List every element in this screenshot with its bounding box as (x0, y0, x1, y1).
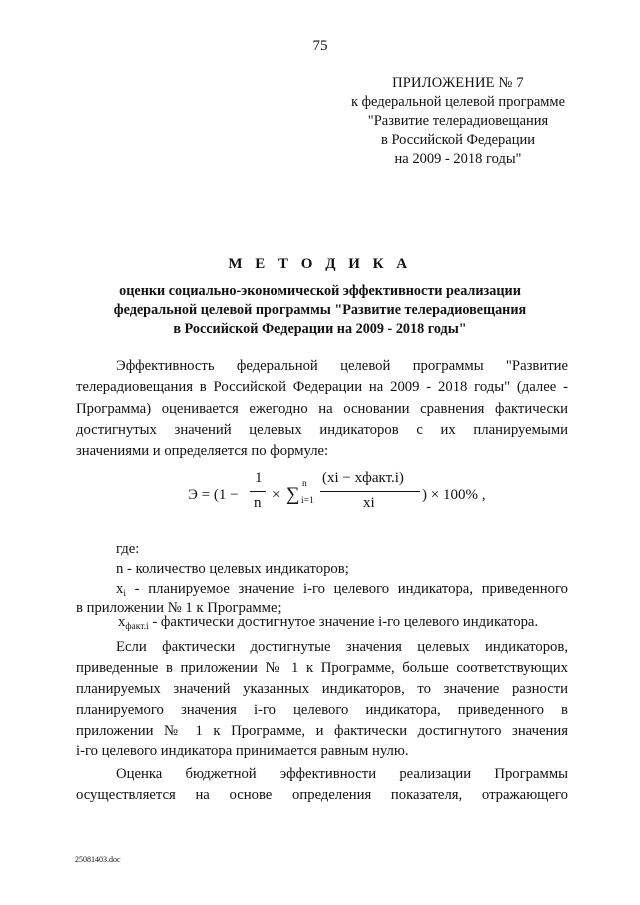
formula-times: × (272, 487, 281, 503)
definition-xfact (118, 614, 538, 632)
document-title: М Е Т О Д И К А (228, 256, 412, 272)
where-label: где: (116, 541, 140, 557)
definition-x-text: - планируемое значение i-го целевого индикатора, приведенного (125, 581, 568, 597)
intro-line: телерадиовещания в Российской Федерации на 2009 - 2018 годы" (далее - (76, 379, 568, 395)
file-name-footer: 25081403.doc (75, 855, 121, 864)
paragraph3-line: Оценка бюджетной эффективности реализации Программы (116, 766, 568, 782)
intro-line: достигнутых значений целевых индикаторов с их планируемыми (76, 422, 568, 438)
paragraph2-line: приложении № 1 к Программе, и фактически достигнутого значения (76, 723, 568, 739)
document-subtitle (60, 282, 580, 339)
paragraph2-line: приведенные в приложении № 1 к Программе, больше соответствующих (76, 660, 568, 676)
intro-line: значениями и определяется по формуле: (76, 443, 329, 459)
subtitle-line: оценки социально-экономической эффективности реализации (119, 283, 521, 299)
paragraph2-line: планируемых значений указанных индикаторов, то значение разности (76, 681, 568, 697)
definition-x-continuation: в приложении № 1 к Программе; (76, 600, 282, 616)
appendix-line: к федеральной целевой программе (350, 94, 566, 110)
appendix-title: ПРИЛОЖЕНИЕ № 7 (392, 75, 524, 91)
sum-symbol: ∑ (286, 484, 300, 505)
subtitle-line: федеральной целевой программы "Развитие телерадиовещания (113, 302, 527, 318)
formula-lhs: Э = (1 − (188, 487, 239, 503)
definition-n: n - количество целевых индикаторов; (116, 561, 349, 577)
fraction-bar (320, 491, 420, 492)
sum-upper-limit: n (302, 479, 307, 489)
paragraph2-line: i-го целевого индикатора принимается равным нулю. (76, 743, 409, 759)
formula-frac2-denominator: xi (363, 495, 375, 511)
sum-lower-limit: i=1 (301, 496, 314, 506)
appendix-line: в Российской Федерации (380, 132, 536, 148)
xfact-subscript: факт.i (125, 622, 149, 632)
intro-line: Программа) оценивается ежегодно на основании сравнения фактически (76, 401, 568, 417)
page-number: 75 (312, 38, 328, 54)
x-subscript: i (123, 589, 126, 599)
fraction-bar (250, 491, 266, 492)
appendix-line: "Развитие телерадиовещания (367, 113, 549, 129)
formula-frac2-numerator: (xi − xфакт.i) (322, 470, 404, 486)
paragraph2-line: планируемого значения i-го целевого индикатора, приведенного в (76, 702, 568, 718)
subtitle-line: в Российской Федерации на 2009 - 2018 годы" (173, 321, 467, 337)
formula-frac1-numerator: 1 (255, 470, 263, 486)
xfact-symbol: x (118, 614, 126, 630)
formula-frac1-denominator: n (254, 495, 262, 511)
paragraph3-line: осуществляется на основе определения показателя, отражающего (76, 787, 568, 803)
paragraph2-line: Если фактически достигнутые значения целевых индикаторов, (116, 639, 568, 655)
definition-xfact-text: - фактически достигнутое значение i-го целевого индикатора. (148, 614, 539, 630)
definition-x (116, 580, 568, 599)
intro-line: Эффективность федеральной целевой программы "Развитие (116, 358, 568, 374)
appendix-header (318, 74, 598, 169)
formula-tail: ) × 100% , (422, 487, 486, 503)
appendix-line: на 2009 - 2018 годы" (394, 151, 522, 167)
x-symbol: x (116, 581, 124, 597)
